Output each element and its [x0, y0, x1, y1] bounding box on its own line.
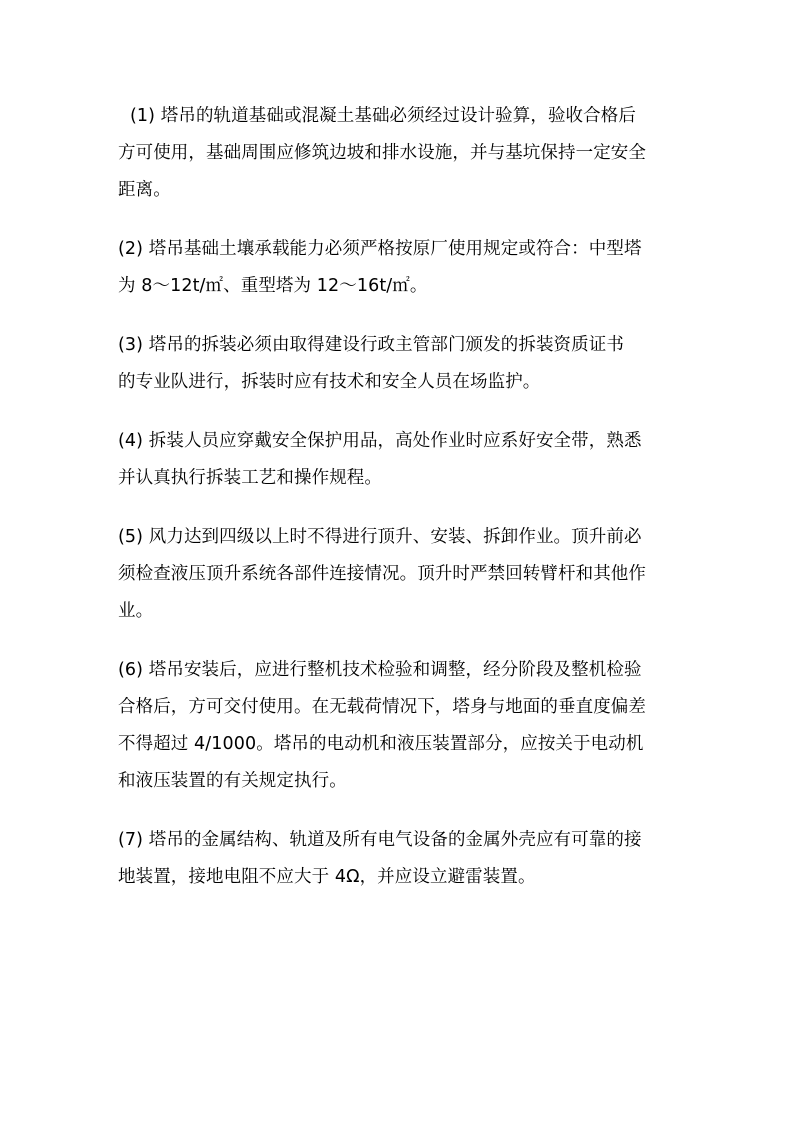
paragraph-line: 距离。 — [118, 180, 171, 200]
paragraph-2 — [118, 231, 678, 305]
paragraph-line: (3) 塔吊的拆装必须由取得建设行政主管部门颁发的拆装资质证书 — [118, 335, 624, 355]
paragraph-line: 合格后，方可交付使用。在无载荷情况下，塔身与地面的垂直度偏差 — [118, 697, 646, 717]
paragraph-1 — [118, 98, 678, 209]
paragraph-line: 地装置，接地电阻不应大于 4Ω，并应设立避雷装置。 — [118, 867, 536, 887]
paragraph-line: (6) 塔吊安装后，应进行整机技术检验和调整，经分阶段及整机检验 — [118, 660, 642, 680]
paragraph-line: 不得超过 4/1000。塔吊的电动机和液压装置部分，应按关于电动机 — [118, 734, 644, 754]
paragraph-7 — [118, 822, 678, 896]
paragraph-line: (1) 塔吊的轨道基础或混凝土基础必须经过设计验算，验收合格后 — [130, 106, 636, 126]
paragraph-line: (5) 风力达到四级以上时不得进行顶升、安装、拆卸作业。顶升前必 — [118, 527, 642, 547]
paragraph-6 — [118, 652, 678, 800]
paragraph-line: 和液压装置的有关规定执行。 — [118, 771, 347, 791]
paragraph-line: 业。 — [118, 601, 154, 621]
paragraph-line: 并认真执行拆装工艺和操作规程。 — [118, 468, 382, 488]
paragraph-line: 的专业队进行，拆装时应有技术和安全人员在场监护。 — [118, 372, 541, 392]
paragraph-3 — [118, 327, 678, 401]
paragraph-line: (7) 塔吊的金属结构、轨道及所有电气设备的金属外壳应有可靠的接 — [118, 830, 642, 850]
paragraph-5 — [118, 519, 678, 630]
paragraph-line: 须检查液压顶升系统各部件连接情况。顶升时严禁回转臂杆和其他作 — [118, 564, 646, 584]
paragraph-line: 方可使用，基础周围应修筑边坡和排水设施，并与基坑保持一定安全 — [118, 143, 646, 163]
paragraph-4 — [118, 423, 678, 497]
paragraph-line: (4) 拆装人员应穿戴安全保护用品，高处作业时应系好安全带，熟悉 — [118, 431, 642, 451]
paragraph-line: 为 8～12t/㎡、重型塔为 12～16t/㎡。 — [118, 276, 428, 296]
paragraph-line: (2) 塔吊基础土壤承载能力必须严格按原厂使用规定或符合：中型塔 — [118, 239, 642, 259]
document-body — [118, 98, 678, 918]
